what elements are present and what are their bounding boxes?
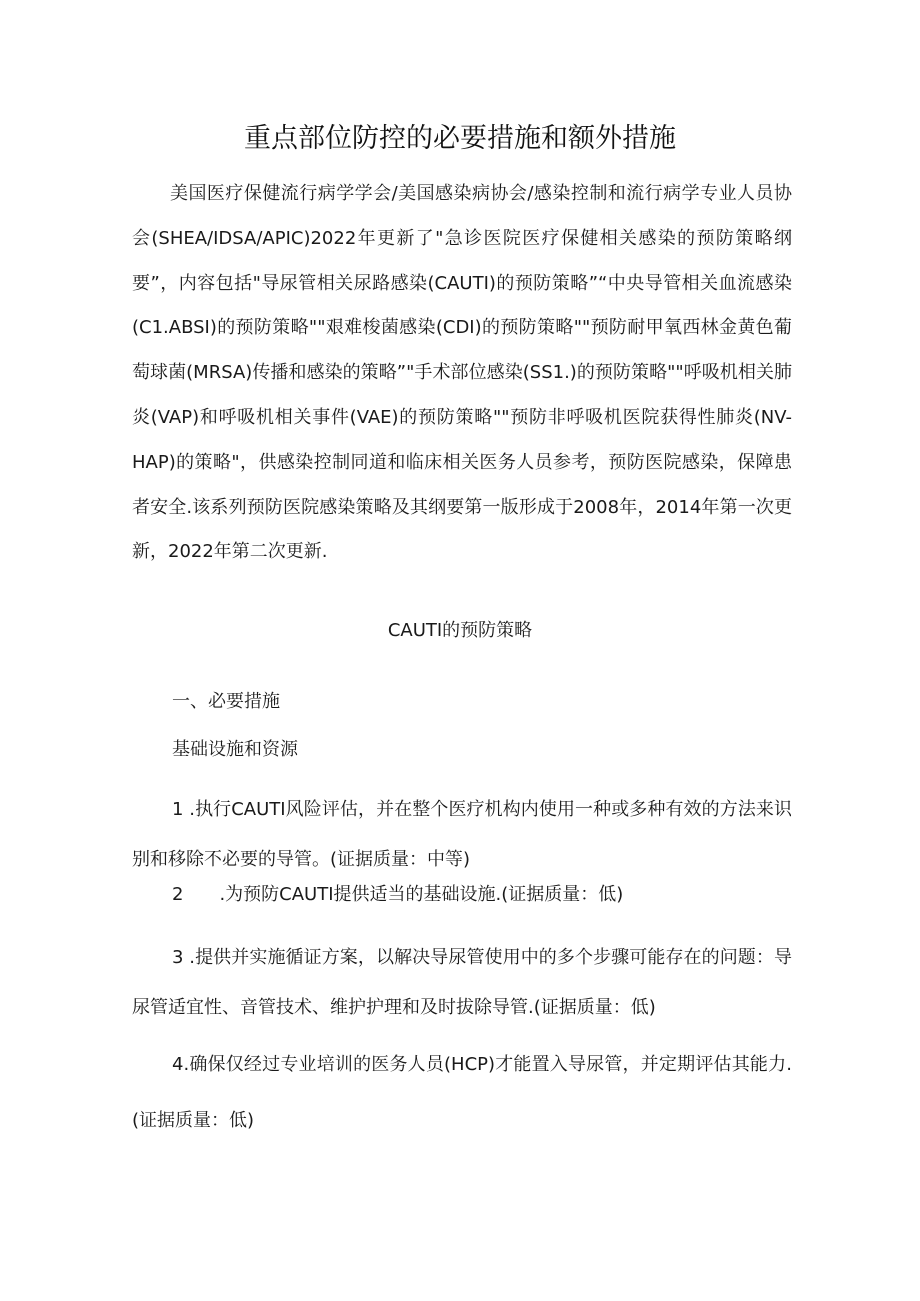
document-title: 重点部位防控的必要措施和额外措施 (244, 123, 676, 154)
list-item: 4.确保仅经过专业培训的医务人员(HCP)才能置入导尿管，并定期评估其能力.(证据质量：低) (132, 1054, 792, 1131)
intro-paragraph: 美国医疗保健流行病学学会/美国感染病协会/感染控制和流行病学专业人员协会(SHEA/IDSA/APIC)2022年更新了"急诊医院医疗保健相关感染的预防策略纲要”，内容包括"导尿管相关尿路感染(CAUTI)的预防策略”“中央导管相关血流感染(C1.ABSI)的预防策略""艰难梭菌感染(CDI)的预防策略""预防耐甲氧西林金黄色葡萄球菌(MRSA)传播和感染的策略”"手术部位感染(SS1.)的预防策略""呼吸机相关肺炎(VAP)和呼吸机相关事件(VAE)的预防策略""预防非呼吸机医院获得性肺炎(NV-HAP)的策略"，供感染控制同道和临床相关医务人员参考，预防医院感染，保障患者安全.该系列预防医院感染策略及其纲要第一版形成于2008年，2014年第一次更新，2022年第二次更新. (132, 183, 792, 563)
heading-required-measures: 一、必要措施 (172, 691, 280, 712)
heading-infrastructure: 基础设施和资源 (172, 739, 298, 760)
section-title: CAUTI的预防策略 (387, 620, 533, 641)
list-item: 2 .为预防CAUTI提供适当的基础设施.(证据质量：低) (172, 884, 624, 905)
list-item: 1 .执行CAUTI风险评估，并在整个医疗机构内使用一种或多种有效的方法来识别和移除不必要的导管。(证据质量：中等) (132, 799, 792, 870)
list-item: 3 .提供并实施循证方案，以解决导尿管使用中的多个步骤可能存在的问题：导尿管适宜性、音管技术、维护护理和及时拔除导管.(证据质量：低) (132, 947, 792, 1018)
